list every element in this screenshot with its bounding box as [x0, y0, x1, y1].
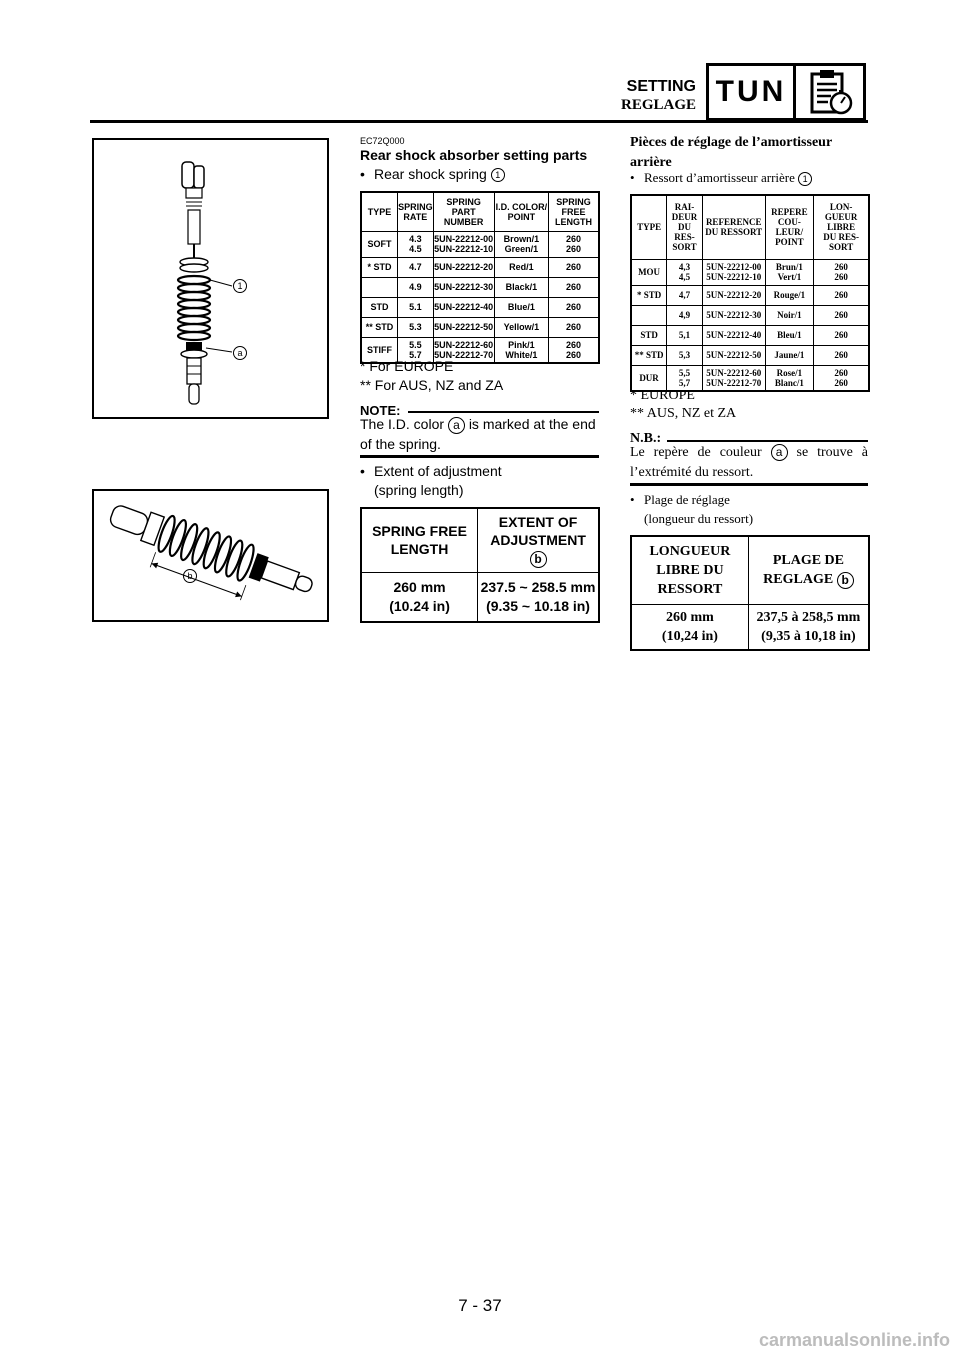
en-adj-h2: EXTENT OF ADJUSTMENT: [490, 513, 586, 548]
fr-bullet-extent-l1: Plage de réglage: [644, 492, 730, 507]
en-cell-type: STD: [361, 297, 398, 317]
section-tab: [706, 63, 866, 121]
fr-adj-v2-l1: 237,5 à 258,5 mm: [756, 609, 861, 625]
en-adj-v1-l2: (10.24 in): [389, 597, 450, 614]
en-cell-color: Red/1: [494, 257, 548, 277]
en-cell-rate: 4.9: [398, 277, 434, 297]
en-cell-type: SOFT: [361, 231, 398, 257]
fr-col-type: TYPE: [631, 195, 667, 259]
fr-cell-type: [631, 305, 667, 325]
en-cell-length: 260 260: [548, 337, 599, 363]
fr-adjust-table: [630, 535, 870, 651]
fr-bullet-extent: • Plage de réglage (longueur du ressort): [630, 492, 754, 526]
en-heading: Rear shock absorber setting parts: [360, 147, 588, 163]
fr-cell-length: 260 260: [814, 365, 869, 391]
en-cell-rate: 5.1: [398, 297, 434, 317]
fr-cell-color: Jaune/1: [765, 345, 814, 365]
fr-bullet-spring-text: Ressort d’amortisseur arrière: [644, 170, 795, 185]
fr-adj-h1: LONGUEUR LIBRE DU RESSORT: [631, 536, 748, 604]
en-adj-h2-cell: [478, 508, 599, 572]
en-bullet-extent: • Extent of adjustment (spring length): [360, 463, 502, 498]
en-col-length: SPRING FREE LENGTH: [548, 192, 599, 231]
fr-cell-color: Rouge/1: [765, 285, 814, 305]
table-row: [361, 277, 599, 297]
en-cell-part: 5UN-22212-20: [433, 257, 494, 277]
en-cell-color: Black/1: [494, 277, 548, 297]
en-note-pre: The I.D. color: [360, 416, 445, 432]
en-note-rule: [408, 411, 599, 413]
callout-a: a: [233, 346, 247, 360]
fr-cell-color: Noir/1: [765, 305, 814, 325]
en-bullet-spring-text: Rear shock spring: [374, 166, 487, 182]
watermark: carmanualsonline.info: [758, 1330, 950, 1350]
fr-col-length: LON- GUEUR LIBRE DU RES- SORT: [814, 195, 869, 259]
fr-cell-length: 260: [814, 285, 869, 305]
en-cell-color: Brown/1 Green/1: [494, 231, 548, 257]
en-cell-length: 260: [548, 297, 599, 317]
figure-spring-length: [92, 489, 329, 622]
fr-footnote-2: ** AUS, NZ et ZA: [630, 406, 737, 421]
en-cell-rate: 5.3: [398, 317, 434, 337]
fr-cell-color: Bleu/1: [765, 325, 814, 345]
fr-note-title: N.B.:: [630, 431, 662, 446]
en-cell-part: 5UN-22212-40: [433, 297, 494, 317]
en-cell-type: * STD: [361, 257, 398, 277]
en-cell-part: 5UN-22212-30: [433, 277, 494, 297]
fr-adj-h2: PLAGE DE REGLAGE: [763, 553, 845, 588]
figure-shock-spring: [92, 138, 329, 419]
header-title-en: SETTING: [626, 78, 696, 95]
fr-col-part: REFERENCE DU RESSORT: [702, 195, 765, 259]
fr-cell-part: 5UN-22212-60 5UN-22212-70: [702, 365, 765, 391]
fr-cell-type: DUR: [631, 365, 667, 391]
fr-cell-rate: 5,5 5,7: [667, 365, 703, 391]
header-title-fr: REGLAGE: [620, 97, 696, 113]
fr-ref-1: 1: [798, 172, 812, 186]
callout-1: 1: [233, 279, 247, 293]
en-cell-rate: 4.3 4.5: [398, 231, 434, 257]
en-note-text: [360, 414, 600, 454]
en-cell-color: Pink/1 White/1: [494, 337, 548, 363]
fr-cell-rate: 4,7: [667, 285, 703, 305]
en-cell-rate: 4.7: [398, 257, 434, 277]
fr-note-rule: [667, 440, 868, 442]
en-spring-table: [360, 191, 600, 364]
en-adj-v2-cell: [478, 572, 599, 622]
fr-cell-color: Brun/1 Vert/1: [765, 259, 814, 285]
en-cell-rate: 5.5 5.7: [398, 337, 434, 363]
fr-note-pre: Le repère de couleur: [630, 445, 762, 460]
en-cell-color: Yellow/1: [494, 317, 548, 337]
table-row: [631, 285, 869, 305]
fr-cell-rate: 4,3 4,5: [667, 259, 703, 285]
fr-adj-h2-cell: [748, 536, 869, 604]
ref-b: b: [530, 551, 547, 568]
en-bullet-extent-l2: (spring length): [374, 482, 464, 498]
en-col-type: TYPE: [361, 192, 398, 231]
fr-cell-length: 260 260: [814, 259, 869, 285]
fr-bullet-extent-l2: (longueur du ressort): [644, 511, 754, 526]
section-code-ref: EC72Q000: [360, 136, 405, 146]
page-number: 7 - 37: [458, 1296, 502, 1315]
fr-cell-part: 5UN-22212-40: [702, 325, 765, 345]
table-row: [631, 305, 869, 325]
fr-cell-type: STD: [631, 325, 667, 345]
fr-cell-type: * STD: [631, 285, 667, 305]
fr-ref-a: a: [771, 444, 788, 461]
fr-note-text: [630, 443, 868, 483]
en-note-title: NOTE:: [360, 403, 401, 418]
table-row: [631, 325, 869, 345]
callout-b: b: [183, 569, 197, 583]
en-adj-h1: SPRING FREE LENGTH: [361, 508, 478, 572]
en-adj-v1-cell: [361, 572, 478, 622]
fr-adj-v1-l1: 260 mm: [666, 609, 714, 625]
header-rule: [90, 120, 868, 123]
fr-adj-v2-cell: [748, 604, 869, 650]
en-cell-type: STIFF: [361, 337, 398, 363]
en-cell-type: [361, 277, 398, 297]
fr-bullet-spring: • Ressort d’amortisseur arrière 1: [630, 170, 812, 186]
en-note-end-rule: [360, 455, 599, 458]
en-adj-v1-l1: 260 mm: [393, 578, 446, 595]
fr-footnote-1: * EUROPE: [630, 388, 695, 403]
fr-ref-b: b: [837, 572, 854, 589]
fr-cell-color: Rose/1 Blanc/1: [765, 365, 814, 391]
ref-1: 1: [491, 168, 505, 182]
table-row: [361, 257, 599, 277]
fr-cell-length: 260: [814, 325, 869, 345]
table-row: [361, 231, 599, 257]
table-row: [631, 259, 869, 285]
en-cell-part: 5UN-22212-00 5UN-22212-10: [433, 231, 494, 257]
header-title: [621, 78, 696, 114]
en-cell-color: Blue/1: [494, 297, 548, 317]
en-col-rate: SPRING RATE: [398, 192, 434, 231]
fr-cell-type: ** STD: [631, 345, 667, 365]
fr-adj-v2-l2: (9,35 à 10,18 in): [761, 628, 856, 644]
fr-cell-length: 260: [814, 345, 869, 365]
fr-cell-type: MOU: [631, 259, 667, 285]
en-footnote-1: * For EUROPE: [360, 358, 454, 374]
fr-heading-l2: arrière: [630, 155, 672, 170]
en-adj-v2-l2: (9.35 ~ 10.18 in): [486, 597, 590, 614]
en-note-post: is marked at the end of the spring.: [360, 416, 596, 452]
en-col-color: I.D. COLOR/ POINT: [494, 192, 548, 231]
en-col-part: SPRING PART NUMBER: [433, 192, 494, 231]
en-cell-part: 5UN-22212-60 5UN-22212-70: [433, 337, 494, 363]
ref-a: a: [448, 417, 465, 434]
table-row: [361, 317, 599, 337]
fr-adj-v1-cell: [631, 604, 748, 650]
en-cell-type: ** STD: [361, 317, 398, 337]
fr-cell-length: 260: [814, 305, 869, 325]
en-adjust-table: [360, 507, 600, 623]
clipboard-stopwatch-icon: [796, 66, 863, 118]
fr-cell-rate: 5,1: [667, 325, 703, 345]
fr-cell-part: 5UN-22212-00 5UN-22212-10: [702, 259, 765, 285]
en-cell-part: 5UN-22212-50: [433, 317, 494, 337]
fr-col-color: REPERE COU- LEUR/ POINT: [765, 195, 814, 259]
fr-note-post: se trouve à l’extrémité du ressort.: [630, 445, 868, 480]
fr-spring-table: [630, 194, 870, 392]
fr-cell-part: 5UN-22212-30: [702, 305, 765, 325]
fr-col-rate: RAI- DEUR DU RES- SORT: [667, 195, 703, 259]
fr-cell-part: 5UN-22212-20: [702, 285, 765, 305]
en-bullet-spring: • Rear shock spring 1: [360, 166, 505, 182]
fr-cell-rate: 5,3: [667, 345, 703, 365]
section-code: TUN: [709, 66, 796, 118]
fr-note-end-rule: [630, 483, 868, 486]
en-bullet-extent-l1: Extent of adjustment: [374, 463, 502, 479]
table-row: [631, 345, 869, 365]
fr-heading-l1: Pièces de réglage de l’amortisseur: [630, 135, 833, 150]
fr-heading: [630, 133, 832, 173]
en-cell-length: 260 260: [548, 231, 599, 257]
fr-cell-part: 5UN-22212-50: [702, 345, 765, 365]
fr-adj-v1-l2: (10,24 in): [661, 628, 718, 644]
en-cell-length: 260: [548, 257, 599, 277]
table-row: [361, 297, 599, 317]
en-adj-v2-l1: 237.5 ~ 258.5 mm: [480, 578, 596, 595]
en-cell-length: 260: [548, 277, 599, 297]
en-cell-length: 260: [548, 317, 599, 337]
fr-cell-rate: 4,9: [667, 305, 703, 325]
en-footnote-2: ** For AUS, NZ and ZA: [360, 377, 504, 393]
